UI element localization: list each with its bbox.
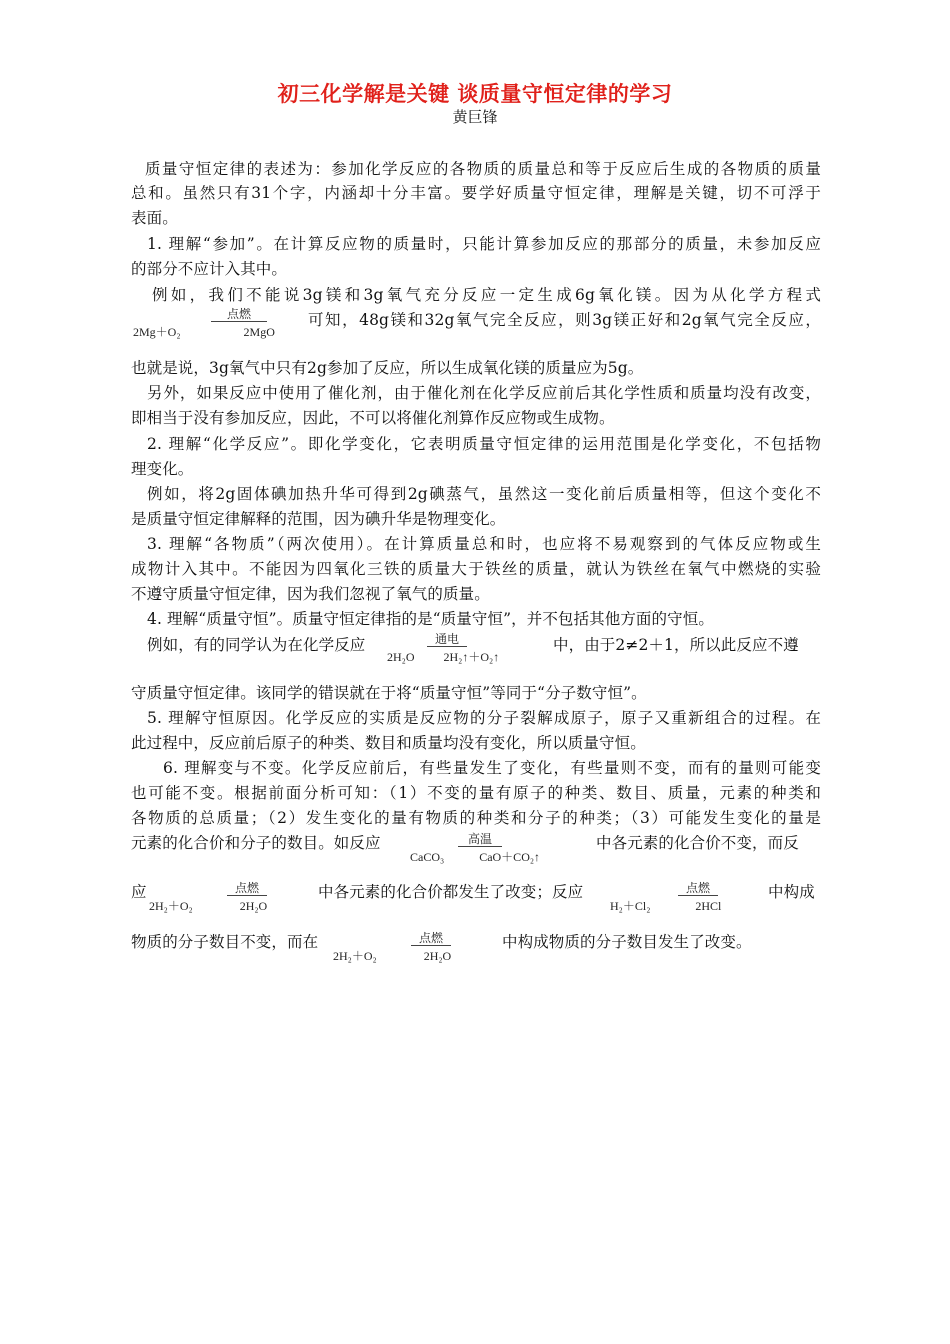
text-line: 总和。虽然只有31个字，内涵却十分丰富。要学好质量守恒定律，理解是关键，切不可浮于 xyxy=(131,184,821,202)
equation-hcl: H₂＋Cl₂ 点燃 2HCl xyxy=(610,881,722,913)
text-line: 可知，48g镁和32g氧气完全反应，则3g镁正好和2g氧气完全反应， xyxy=(308,311,821,329)
text-line: 元素的化合价和分子的数目。如反应 xyxy=(131,834,381,852)
text-line: 成物计入其中。不能因为四氧化三铁的质量大于铁丝的质量，就认为铁丝在氧气中燃烧的实验 xyxy=(131,560,821,578)
text-line: 应 xyxy=(131,883,147,901)
text-line: 中构成物质的分子数目发生了改变。 xyxy=(502,933,752,951)
text-line: 也可能不变。根据前面分析可知：（1）不变的量有原子的种类、数目、质量，元素的种类和 xyxy=(131,784,821,802)
text-line: 2. 理解“化学反应”。即化学变化，它表明质量守恒定律的运用范围是化学变化，不包括物 xyxy=(147,435,821,453)
text-line: 物质的分子数目不变，而在 xyxy=(131,933,319,951)
equation-h2-o2: 2H₂＋O₂ 点燃 2H₂O xyxy=(149,881,268,913)
text-line: 例如，我们不能说3g镁和3g氧气充分反应一定生成6g氧化镁。因为从化学方程式 xyxy=(152,286,821,304)
text-line: 6. 理解变与不变。化学反应前后，有些量发生了变化，有些量则不变，而有的量则可能变 xyxy=(163,759,821,777)
text-line: 中各元素的化合价不变，而反 xyxy=(596,834,799,852)
text-line: 是质量守恒定律解释的范围，因为碘升华是物理变化。 xyxy=(131,510,506,528)
text-line: 各物质的总质量；（2）发生变化的量有物质的种类和分子的种类；（3）可能发生变化的量是 xyxy=(131,809,821,827)
text-line: 此过程中，反应前后原子的种类、数目和质量均没有变化，所以质量守恒。 xyxy=(131,734,646,752)
text-line: 质量守恒定律的表述为：参加化学反应的各物质的质量总和等于反应后生成的各物质的质量 xyxy=(145,160,821,178)
text-line: 例如，将2g固体碘加热升华可得到2g碘蒸气，虽然这一变化前后质量相等，但这个变化不 xyxy=(147,485,821,503)
text-line: 即相当于没有参加反应，因此，不可以将催化剂算作反应物或生成物。 xyxy=(131,409,615,427)
text-line: 不遵守质量守恒定律，因为我们忽视了氧气的质量。 xyxy=(131,585,490,603)
text-line: 理变化。 xyxy=(131,460,194,478)
text-line: 4. 理解“质量守恒”。质量守恒定律指的是“质量守恒”，并不包括其他方面的守恒。 xyxy=(147,610,714,628)
text-line: 另外，如果反应中使用了催化剂，由于催化剂在化学反应前后其化学性质和质量均没有改变， xyxy=(147,384,821,402)
text-line: 也就是说，3g氧气中只有2g参加了反应，所以生成氧化镁的质量应为5g。 xyxy=(131,359,644,377)
page-title: 初三化学解是关键 谈质量守恒定律的学习 xyxy=(277,81,673,106)
equation-water: 2H₂O 通电 2H₂↑＋O₂↑ xyxy=(387,632,500,664)
text-line: 3. 理解“各物质”（两次使用）。在计算质量总和时，也应将不易观察到的气体反应物或生 xyxy=(147,535,821,553)
equation-h2-o2: 2H₂＋O₂ 点燃 2H₂O xyxy=(333,931,452,963)
text-line: 1. 理解“参加”。在计算反应物的质量时，只能计算参加反应的那部分的质量，未参加反应 xyxy=(147,235,821,253)
text-line: 中构成 xyxy=(768,883,815,901)
text-line: 5. 理解守恒原因。化学反应的实质是反应物的分子裂解成原子，原子又重新组合的过程。在 xyxy=(147,709,821,727)
equation-caco3: CaCO₃ 高温 CaO＋CO₂↑ xyxy=(410,832,541,864)
equation-mg: 2Mg＋O₂ 点燃 2MgO xyxy=(133,307,275,339)
text-line: 例如，有的同学认为在化学反应 xyxy=(147,636,366,654)
text-line: 中，由于2≠2＋1，所以此反应不遵 xyxy=(553,636,799,654)
author: 黄巨锋 xyxy=(452,108,498,126)
text-line: 的部分不应计入其中。 xyxy=(131,260,288,278)
text-line: 表面。 xyxy=(131,209,178,227)
text-line: 中各元素的化合价都发生了改变；反应 xyxy=(318,883,584,901)
text-line: 守质量守恒定律。该同学的错误就在于将“质量守恒”等同于“分子数守恒”。 xyxy=(131,684,647,702)
